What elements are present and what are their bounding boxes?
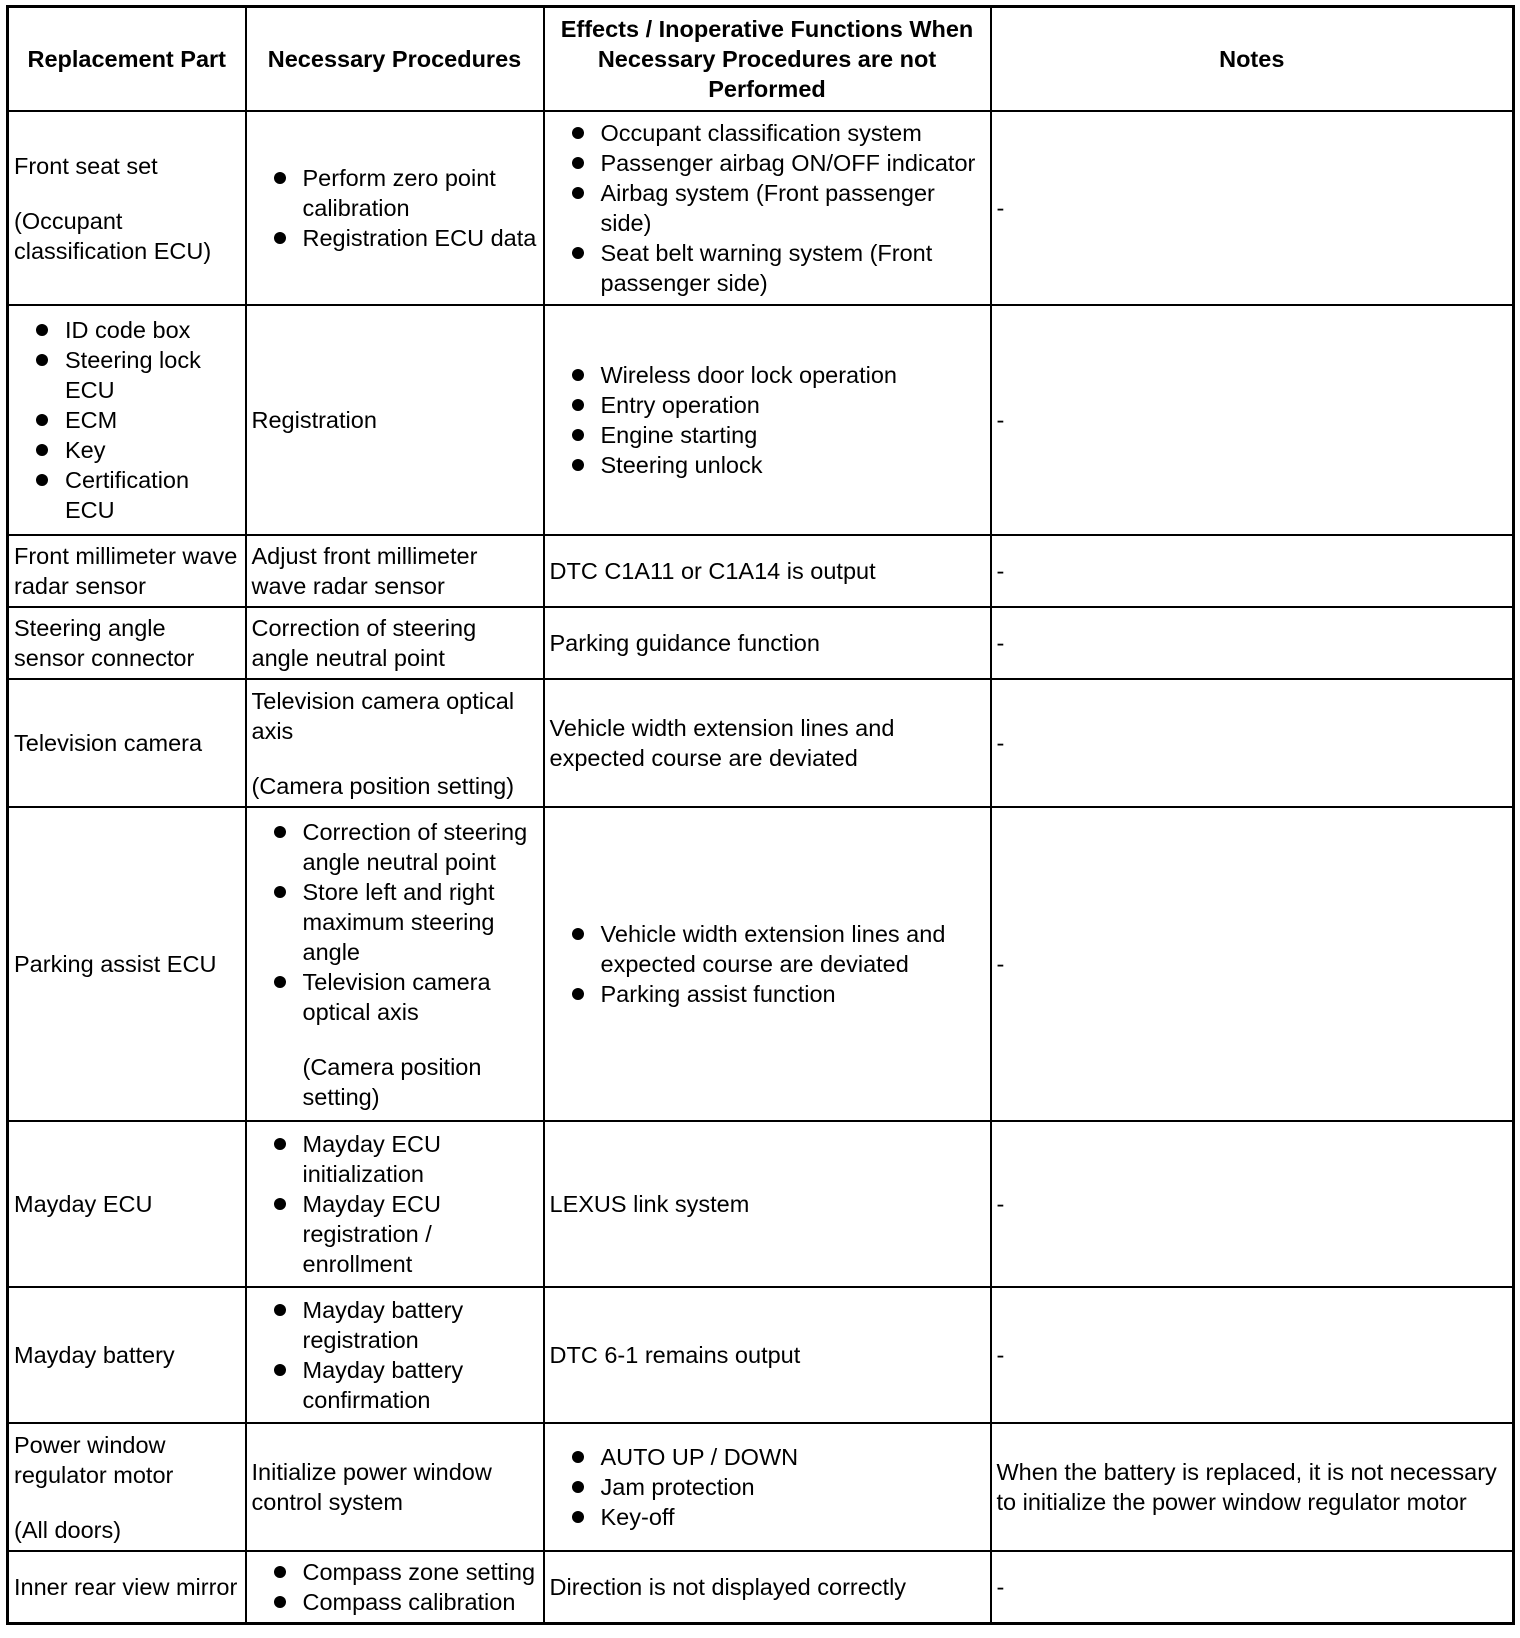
list-item: Compass calibration bbox=[252, 1587, 538, 1617]
part-cell bbox=[8, 111, 246, 305]
part-cell: Front millimeter wave radar sensor bbox=[8, 535, 246, 607]
header-necessary-procedures: Necessary Procedures bbox=[246, 7, 544, 112]
list-item: Correction of steering angle neutral point bbox=[252, 817, 538, 877]
list-item: ID code box bbox=[14, 315, 240, 345]
procedures-list bbox=[252, 1129, 538, 1279]
effects-cell bbox=[544, 807, 991, 1121]
table-row bbox=[8, 1287, 1514, 1423]
notes-cell: - bbox=[991, 1121, 1514, 1287]
header-effects: Effects / Inoperative Functions When Necessary Procedures are not Performed bbox=[544, 7, 991, 112]
procedures-list bbox=[252, 817, 538, 1027]
procedures-cell: Registration bbox=[246, 305, 544, 535]
list-item: Airbag system (Front passenger side) bbox=[550, 178, 985, 238]
list-item: Steering unlock bbox=[550, 450, 985, 480]
procedures-text: (Camera position setting) bbox=[251, 772, 515, 799]
table-body bbox=[8, 111, 1514, 1623]
table-row bbox=[8, 1121, 1514, 1287]
notes-cell: - bbox=[991, 1287, 1514, 1423]
table-row bbox=[8, 305, 1514, 535]
effects-cell: Direction is not displayed correctly bbox=[544, 1551, 991, 1623]
notes-text: - bbox=[996, 195, 1005, 221]
procedures-subnote: (Camera position setting) bbox=[302, 1053, 482, 1110]
header-replacement-part: Replacement Part bbox=[8, 7, 246, 112]
list-item: Wireless door lock operation bbox=[550, 360, 985, 390]
notes-text: - bbox=[996, 407, 1005, 433]
list-item: Perform zero point calibration bbox=[252, 163, 538, 223]
list-item: Store left and right maximum steering angle bbox=[252, 877, 538, 967]
spacer bbox=[14, 1490, 240, 1515]
list-item: Mayday ECU initialization bbox=[252, 1129, 538, 1189]
effects-cell: Parking guidance function bbox=[544, 607, 991, 679]
list-item: Registration ECU data bbox=[252, 223, 538, 253]
procedures-cell: Adjust front millimeter wave radar sensor bbox=[246, 535, 544, 607]
effects-list bbox=[550, 919, 985, 1009]
spacer bbox=[252, 746, 538, 771]
part-cell: Television camera bbox=[8, 679, 246, 807]
table-header bbox=[8, 7, 1514, 112]
list-item: ECM bbox=[14, 405, 240, 435]
part-list bbox=[14, 315, 240, 525]
notes-cell: - bbox=[991, 607, 1514, 679]
list-item: Compass zone setting bbox=[252, 1557, 538, 1587]
procedures-cell bbox=[246, 807, 544, 1121]
spacer bbox=[252, 1027, 538, 1052]
notes-cell: - bbox=[991, 535, 1514, 607]
list-item: Key bbox=[14, 435, 240, 465]
table-row bbox=[8, 1551, 1514, 1623]
table-row bbox=[8, 607, 1514, 679]
list-item: Engine starting bbox=[550, 420, 985, 450]
list-item: AUTO UP / DOWN bbox=[550, 1442, 985, 1472]
list-item: Occupant classification system bbox=[550, 118, 985, 148]
notes-cell bbox=[991, 111, 1514, 305]
procedures-list bbox=[252, 1557, 538, 1617]
list-item: Parking assist function bbox=[550, 979, 985, 1009]
list-item: Entry operation bbox=[550, 390, 985, 420]
replacement-procedures-table bbox=[6, 5, 1515, 1625]
procedures-list bbox=[252, 1295, 538, 1415]
part-text: Front seat set bbox=[14, 152, 158, 179]
header-row bbox=[8, 7, 1514, 112]
table-row bbox=[8, 535, 1514, 607]
header-notes: Notes bbox=[991, 7, 1514, 112]
effects-cell bbox=[544, 305, 991, 535]
list-item: Certification ECU bbox=[14, 465, 240, 525]
table-row bbox=[8, 807, 1514, 1121]
list-item: Passenger airbag ON/OFF indicator bbox=[550, 148, 985, 178]
list-item: Mayday battery confirmation bbox=[252, 1355, 538, 1415]
list-item: Steering lock ECU bbox=[14, 345, 240, 405]
part-cell: Steering angle sensor connector bbox=[8, 607, 246, 679]
part-text: Power window regulator motor bbox=[14, 1431, 174, 1488]
list-item: Mayday ECU registration / enrollment bbox=[252, 1189, 538, 1279]
procedures-cell bbox=[246, 111, 544, 305]
table-row bbox=[8, 111, 1514, 305]
part-text: (All doors) bbox=[14, 1516, 122, 1543]
effects-list bbox=[550, 1442, 985, 1532]
effects-list bbox=[550, 360, 985, 480]
procedures-cell: Initialize power window control system bbox=[246, 1423, 544, 1551]
notes-cell: - bbox=[991, 807, 1514, 1121]
effects-list bbox=[550, 118, 985, 298]
effects-cell: LEXUS link system bbox=[544, 1121, 991, 1287]
procedures-text: Television camera optical axis bbox=[251, 687, 515, 744]
procedures-cell bbox=[246, 1121, 544, 1287]
notes-cell: When the battery is replaced, it is not necessary to initialize the power window regulator motor bbox=[991, 1423, 1514, 1551]
list-item: Television camera optical axis bbox=[252, 967, 538, 1027]
effects-cell bbox=[544, 111, 991, 305]
part-cell bbox=[8, 1423, 246, 1551]
effects-cell: Vehicle width extension lines and expected course are deviated bbox=[544, 679, 991, 807]
procedures-cell: Correction of steering angle neutral point bbox=[246, 607, 544, 679]
procedures-list bbox=[252, 163, 538, 253]
spacer bbox=[14, 181, 240, 206]
part-cell: Parking assist ECU bbox=[8, 807, 246, 1121]
list-item: Jam protection bbox=[550, 1472, 985, 1502]
procedures-cell bbox=[246, 1287, 544, 1423]
table-row bbox=[8, 1423, 1514, 1551]
list-item: Vehicle width extension lines and expected course are deviated bbox=[550, 919, 985, 979]
table-row bbox=[8, 679, 1514, 807]
part-cell: Mayday ECU bbox=[8, 1121, 246, 1287]
list-item: Seat belt warning system (Front passenger side) bbox=[550, 238, 985, 298]
part-text: (Occupant classification ECU) bbox=[14, 207, 212, 264]
procedures-cell bbox=[246, 679, 544, 807]
effects-cell: DTC 6-1 remains output bbox=[544, 1287, 991, 1423]
part-cell bbox=[8, 305, 246, 535]
effects-cell bbox=[544, 1423, 991, 1551]
procedures-cell bbox=[246, 1551, 544, 1623]
list-item: Mayday battery registration bbox=[252, 1295, 538, 1355]
notes-cell: - bbox=[991, 679, 1514, 807]
notes-cell: - bbox=[991, 1551, 1514, 1623]
part-cell: Inner rear view mirror bbox=[8, 1551, 246, 1623]
effects-cell: DTC C1A11 or C1A14 is output bbox=[544, 535, 991, 607]
part-cell: Mayday battery bbox=[8, 1287, 246, 1423]
notes-cell bbox=[991, 305, 1514, 535]
list-item: Key-off bbox=[550, 1502, 985, 1532]
